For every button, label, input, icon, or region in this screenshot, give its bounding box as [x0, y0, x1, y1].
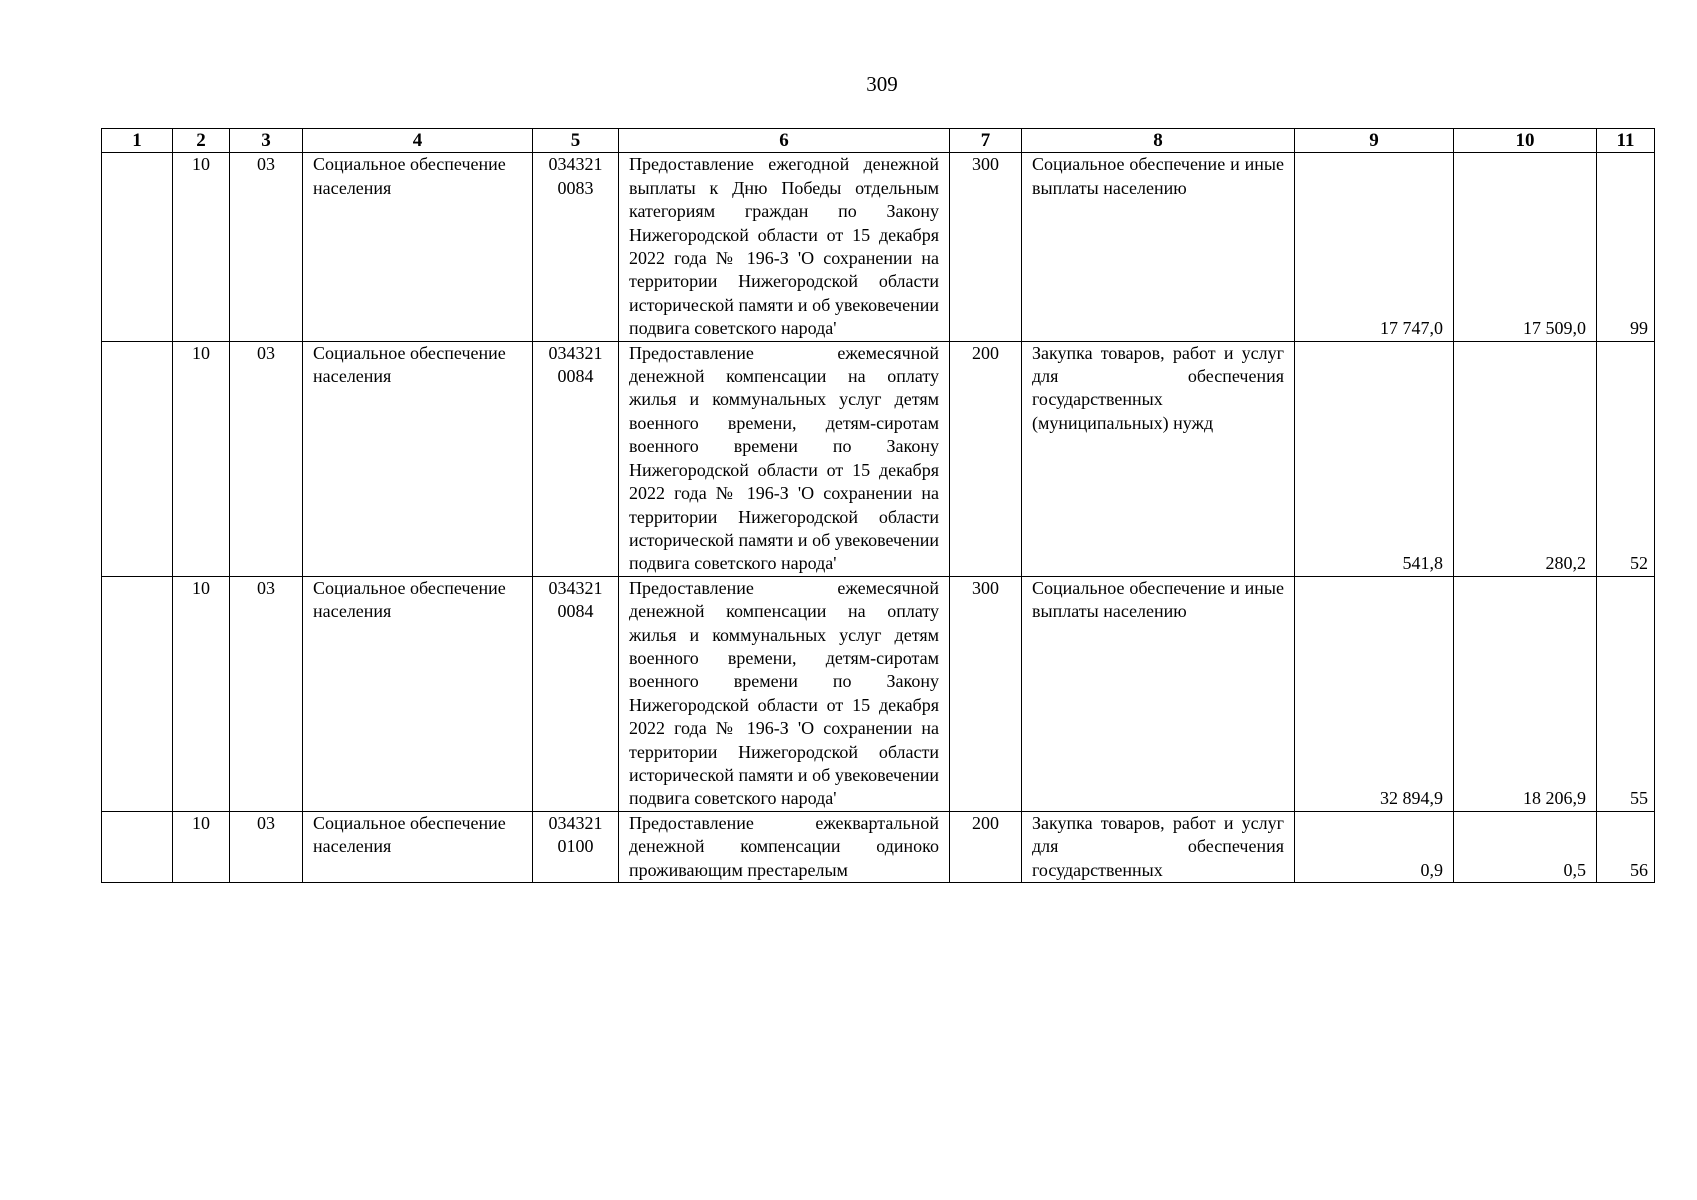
page-number: 309 [866, 72, 898, 96]
cell-subsection: 03 [230, 153, 303, 341]
table-row [102, 341, 1655, 576]
table-row [102, 576, 1655, 811]
cell-expense-type: 300 [950, 576, 1022, 811]
cell-subsection-name: Социальное обеспечение населения [303, 811, 533, 882]
cell-target-name: Предоставление ежемесячной денежной компенсации на оплату жилья и коммунальных услуг детям военного времени, детям-сиротам военного времени по Закону Нижегородской области от 15 декабря 2022 года № 196-З 'О сохранении на территории Нижегородской области исторической памяти и об увековечении подвига советского народа' [619, 341, 950, 576]
cell-subsection: 03 [230, 811, 303, 882]
cell-col1 [102, 576, 173, 811]
cell-col1 [102, 341, 173, 576]
column-header: 4 [303, 129, 533, 153]
cell-planned-amount: 17 747,0 [1295, 153, 1454, 341]
table-row [102, 153, 1655, 341]
cell-expense-type-name: Социальное обеспечение и иные выплаты населению [1022, 576, 1295, 811]
cell-subsection-name: Социальное обеспечение населения [303, 576, 533, 811]
column-header: 1 [102, 129, 173, 153]
budget-table [101, 128, 1655, 883]
cell-target-name: Предоставление ежемесячной денежной компенсации на оплату жилья и коммунальных услуг детям военного времени, детям-сиротам военного времени по Закону Нижегородской области от 15 декабря 2022 года № 196-З 'О сохранении на территории Нижегородской области исторической памяти и об увековечении подвига советского народа' [619, 576, 950, 811]
cell-percent: 56 [1597, 811, 1655, 882]
cell-planned-amount: 0,9 [1295, 811, 1454, 882]
cell-actual-amount: 280,2 [1454, 341, 1597, 576]
cell-target-code: 034321 0084 [533, 576, 619, 811]
cell-subsection: 03 [230, 576, 303, 811]
cell-actual-amount: 17 509,0 [1454, 153, 1597, 341]
cell-section: 10 [173, 341, 230, 576]
table-header-row [102, 129, 1655, 153]
cell-percent: 55 [1597, 576, 1655, 811]
cell-expense-type: 200 [950, 811, 1022, 882]
column-header: 5 [533, 129, 619, 153]
cell-percent: 52 [1597, 341, 1655, 576]
column-header: 11 [1597, 129, 1655, 153]
cell-expense-type: 300 [950, 153, 1022, 341]
cell-col1 [102, 811, 173, 882]
cell-subsection-name: Социальное обеспечение населения [303, 153, 533, 341]
cell-target-name: Предоставление ежеквартальной денежной компенсации одиноко проживающим престарелым [619, 811, 950, 882]
cell-subsection: 03 [230, 341, 303, 576]
cell-planned-amount: 32 894,9 [1295, 576, 1454, 811]
cell-target-code: 034321 0083 [533, 153, 619, 341]
column-header: 10 [1454, 129, 1597, 153]
cell-col1 [102, 153, 173, 341]
column-header: 9 [1295, 129, 1454, 153]
column-header: 6 [619, 129, 950, 153]
cell-subsection-name: Социальное обеспечение населения [303, 341, 533, 576]
column-header: 2 [173, 129, 230, 153]
cell-expense-type-name: Социальное обеспечение и иные выплаты населению [1022, 153, 1295, 341]
cell-planned-amount: 541,8 [1295, 341, 1454, 576]
cell-section: 10 [173, 576, 230, 811]
cell-actual-amount: 18 206,9 [1454, 576, 1597, 811]
cell-expense-type-name: Закупка товаров, работ и услуг для обеспечения государственных (муниципальных) нужд [1022, 341, 1295, 576]
cell-expense-type-name: Закупка товаров, работ и услуг для обеспечения государственных [1022, 811, 1295, 882]
column-header: 8 [1022, 129, 1295, 153]
cell-section: 10 [173, 811, 230, 882]
cell-target-name: Предоставление ежегодной денежной выплаты к Дню Победы отдельным категориям граждан по Закону Нижегородской области от 15 декабря 2022 года № 196-З 'О сохранении на территории Нижегородской области исторической памяти и об увековечении подвига советского народа' [619, 153, 950, 341]
table-row [102, 811, 1655, 882]
cell-actual-amount: 0,5 [1454, 811, 1597, 882]
cell-target-code: 034321 0100 [533, 811, 619, 882]
cell-expense-type: 200 [950, 341, 1022, 576]
column-header: 7 [950, 129, 1022, 153]
cell-section: 10 [173, 153, 230, 341]
cell-percent: 99 [1597, 153, 1655, 341]
cell-target-code: 034321 0084 [533, 341, 619, 576]
column-header: 3 [230, 129, 303, 153]
